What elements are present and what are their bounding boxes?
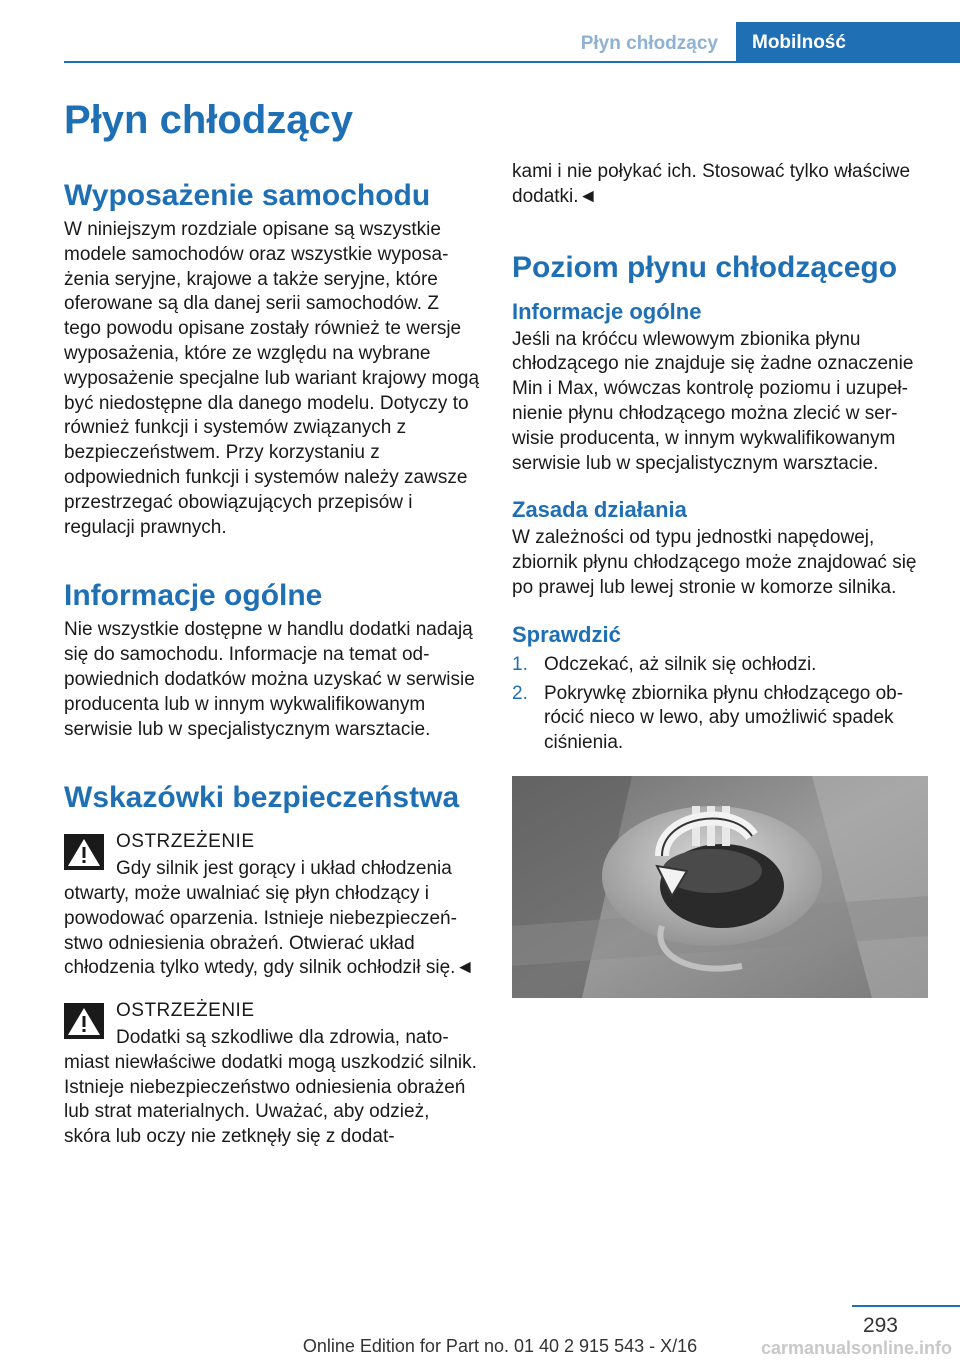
footer-rule	[852, 1305, 960, 1307]
coolant-level-section	[512, 250, 932, 998]
warning-triangle-icon	[64, 834, 104, 870]
check-heading: Sprawdzić	[512, 621, 621, 647]
warning-block-1	[64, 830, 480, 981]
check-steps	[512, 653, 932, 756]
warning-block-2	[64, 999, 480, 1150]
list-item	[512, 653, 932, 678]
header-section-tab: Płyn chłodzący	[580, 33, 718, 54]
warning-text: otwarty, może uwalniać się płyn chłodzący i powodować oparzenia. Istnieje niebezpieczeństwo odniesienia obrażeń. Otwierać układ chłodzenia tylko wtedy, gdy silnik ochłodził się.◄	[64, 882, 475, 979]
equipment-section	[64, 178, 480, 540]
equipment-text: W niniejszym rozdziale opisane są wszystkie modele samochodów oraz wszystkie wyposażenia seryjne, krajowe a także seryjne, które oferowane są dla danej serii samochodów. Z tego powodu opisane zostały również te wersje wyposażenia, które ze względu na wybrane wyposażenie specjalne lub wariant krajowy mogą być niedostępne dla danego modelu. Dotyczy to również funkcji i systemów związanych z bezpieczeństwem. Przy korzystaniu z odpowiednich funkcji i systemów należy zawsze przestrzegać obowiązujących przepisów i regulacji prawnych.	[64, 219, 480, 538]
page-number: 293	[862, 1314, 898, 1337]
safety-section	[64, 780, 480, 1150]
watermark: carmanualsonline.info	[760, 1338, 952, 1358]
warning-text: miast niewłaściwe dodatki mogą uszkodzić silnik. Istnieje niebezpieczeństwo odniesienia obrażeń lub strat materialnych. Uważać, aby odzież, skóra lub oczy nie zetknęły się z dodat-	[64, 1051, 477, 1148]
coolant-cap-photo	[512, 776, 928, 998]
list-item	[512, 682, 932, 756]
principle-text: W zależności od typu jednostki napędowej, zbiornik płynu chłodzącego może znajdować się po prawej lub lewej stronie w komorze silnika.	[512, 527, 917, 598]
warning-label: OSTRZEŻENIE	[116, 1000, 255, 1022]
general-text: Nie wszystkie dostępne w handlu dodatki nadają się do samochodu. Informacje na temat odpowiednich dodatków można uzyskać w serwisie producenta lub w innym wykwalifikowanym serwisie lub w specjalistycznym warsztacie.	[64, 619, 475, 740]
safety-heading: Wskazówki bezpieczeństwa	[64, 781, 460, 815]
step-number: 1.	[512, 653, 528, 675]
right-column	[512, 160, 932, 998]
page-title: Płyn chłodzący	[64, 98, 353, 142]
general-heading: Informacje ogólne	[64, 579, 323, 613]
warning-label: OSTRZEŻENIE	[116, 831, 255, 853]
step-text: Pokrywkę zbiornika płynu chłodzącego obrócić nieco w lewo, aby umożliwić spadek ciśnienia.	[544, 682, 904, 754]
equipment-heading: Wyposażenie samochodu	[64, 179, 431, 212]
check-subsection	[512, 621, 932, 756]
warning-continuation: kami i nie połykać ich. Stosować tylko właściwe dodatki.◄	[512, 161, 911, 207]
coolant-general-text: Jeśli na króćcu wlewowym zbionika płynu chłodzącego nie znajduje się żadne oznaczenie Min i Max, wówczas kontrolę poziomu i uzupełnienie płynu chłodzącego można zlecić w serwisie producenta, w innym wykwalifikowanym serwisie lub w specjalistycznym warsztacie.	[512, 328, 914, 474]
warning-triangle-icon	[64, 1003, 104, 1039]
coolant-general-heading: Informacje ogólne	[512, 298, 702, 324]
step-text: Odczekać, aż silnik się ochłodzi.	[544, 653, 817, 675]
coolant-general-subsection	[512, 298, 932, 477]
coolant-level-heading: Poziom płynu chłodzącego	[512, 250, 898, 284]
step-number: 2.	[512, 682, 528, 704]
warning-text-first: Gdy silnik jest gorący i układ chłodzenia	[116, 858, 452, 880]
header-rule	[64, 61, 960, 63]
warning-text-first: Dodatki są szkodliwe dla zdrowia, nato-	[116, 1026, 449, 1048]
principle-subsection	[512, 496, 932, 600]
left-column	[64, 178, 480, 1150]
principle-heading: Zasada działania	[512, 497, 687, 523]
edition-line: Online Edition for Part no. 01 40 2 915 543 - X/16	[302, 1336, 698, 1356]
general-section	[64, 578, 480, 742]
header-chapter-tab: Mobilność	[736, 22, 960, 62]
